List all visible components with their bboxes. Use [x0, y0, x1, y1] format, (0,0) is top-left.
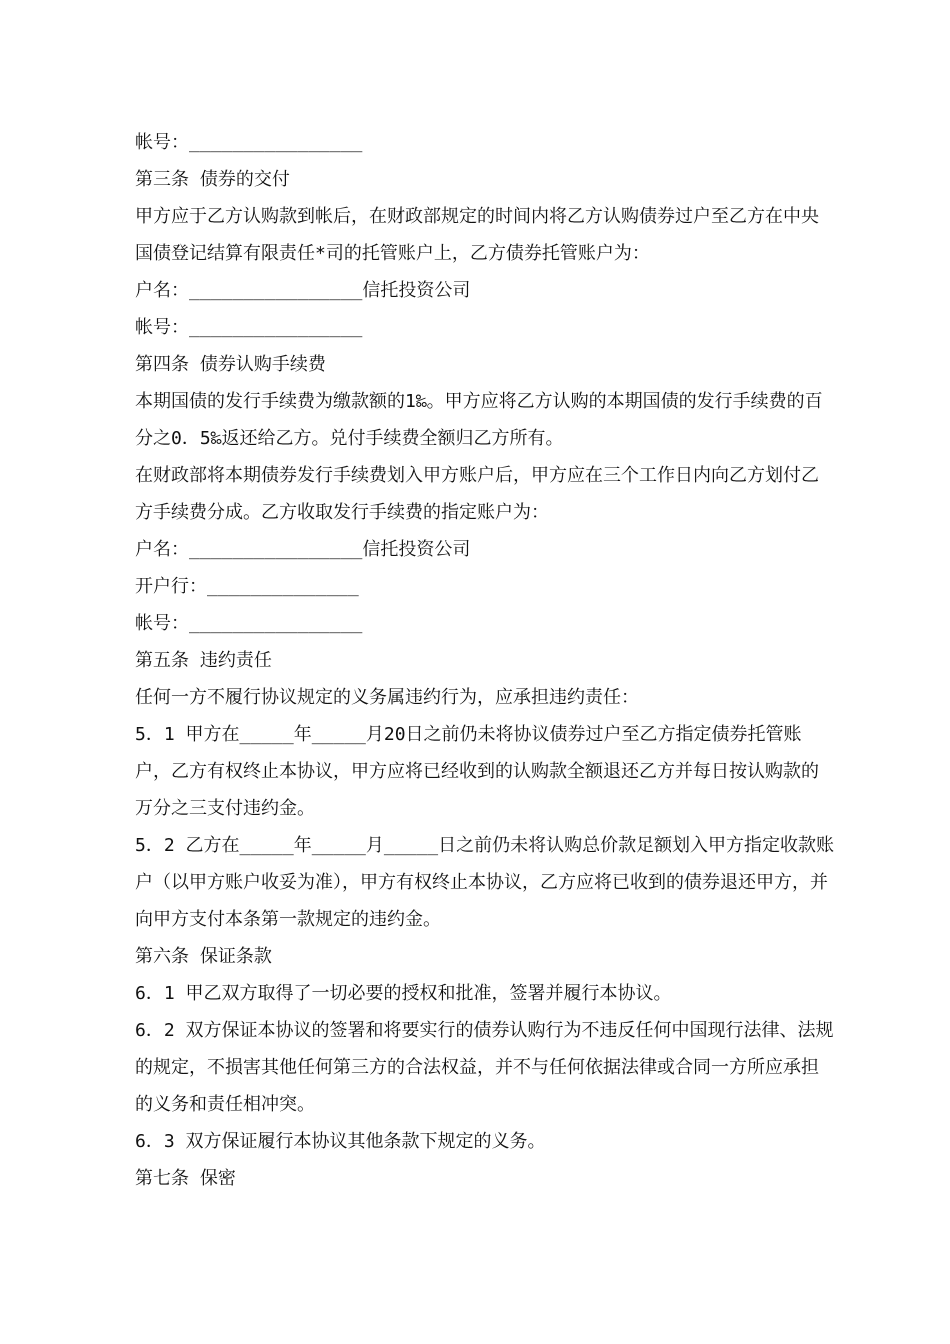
- account-number-line: 帐号：________________: [135, 132, 363, 153]
- article-6-heading: 第六条 保证条款: [135, 946, 272, 967]
- fee-paragraph-2: 在财政部将本期债券发行手续费划入甲方账户后，甲方应在三个工作日内向乙方划付乙方手续费分成。乙方收取发行手续费的指定账户为：: [135, 465, 819, 523]
- account-name-line: 户名：________________信托投资公司: [135, 539, 471, 560]
- article-7-heading: 第七条 保密: [135, 1168, 236, 1189]
- contract-body: [115, 124, 835, 1197]
- article-5-heading: 第五条 违约责任: [135, 650, 272, 671]
- account-number-line: 帐号：________________: [135, 613, 363, 634]
- breach-intro-paragraph: 任何一方不履行协议规定的义务属违约行为，应承担违约责任：: [135, 687, 639, 708]
- delivery-paragraph: 甲方应于乙方认购款到帐后，在财政部规定的时间内将乙方认购债券过户至乙方在中央国债登记结算有限责任*司的托管账户上，乙方债券托管账户为：: [135, 206, 819, 264]
- fee-paragraph-1: 本期国债的发行手续费为缴款额的1‰。甲方应将乙方认购的本期国债的发行手续费的百分之0．5‰返还给乙方。兑付手续费全额归乙方所有。: [135, 391, 823, 449]
- clause-5-1: 5．1 甲方在_____年_____月20日之前仍未将协议债券过户至乙方指定债券托管账户，乙方有权终止本协议，甲方应将已经收到的认购款全额退还乙方并每日按认购款的万分之三支付违约金。: [135, 724, 819, 819]
- article-4-heading: 第四条 债券认购手续费: [135, 354, 326, 375]
- account-name-line: 户名：________________信托投资公司: [135, 280, 471, 301]
- clause-6-3: 6．3 双方保证履行本协议其他条款下规定的义务。: [135, 1131, 546, 1152]
- clause-6-1: 6．1 甲乙双方取得了一切必要的授权和批准，签署并履行本协议。: [135, 983, 672, 1004]
- account-number-line: 帐号：________________: [135, 317, 363, 338]
- bank-line: 开户行：______________: [135, 576, 359, 597]
- article-3-heading: 第三条 债券的交付: [135, 169, 290, 190]
- clause-5-2: 5．2 乙方在_____年_____月_____日之前仍未将认购总价款足额划入甲方指定收款账户（以甲方账户收妥为准），甲方有权终止本协议，乙方应将已收到的债券退还甲方，并向甲方支付本条第一款规定的违约金。: [135, 835, 835, 930]
- clause-6-2: 6．2 双方保证本协议的签署和将要实行的债券认购行为不违反任何中国现行法律、法规的规定，不损害其他任何第三方的合法权益，并不与任何依据法律或合同一方所应承担的义务和责任相冲突。: [135, 1020, 834, 1115]
